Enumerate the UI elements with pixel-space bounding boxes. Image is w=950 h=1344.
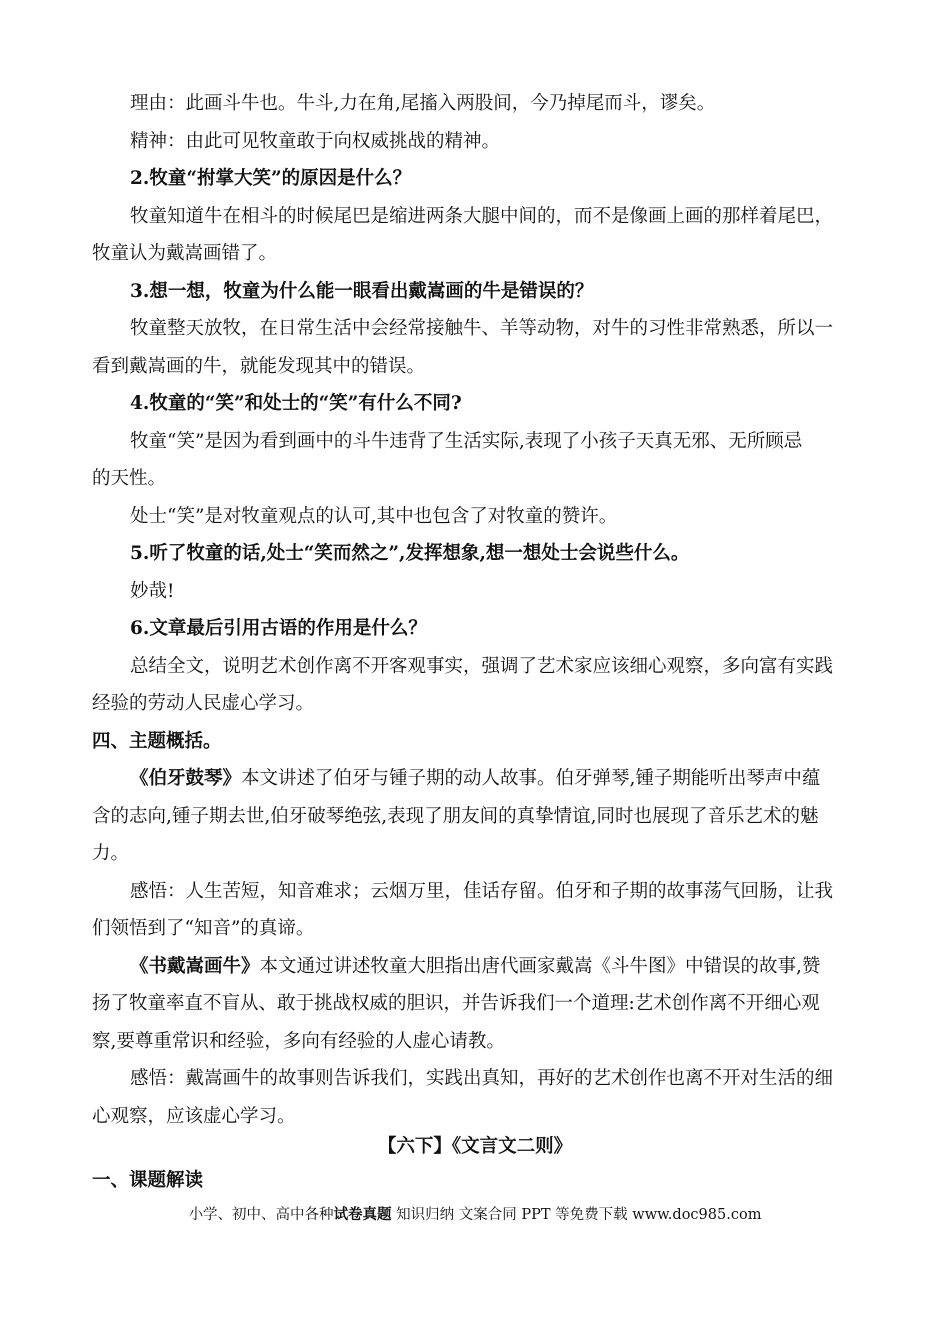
answer-5: 妙哉! bbox=[130, 581, 175, 602]
dai-insight-line-1: 感悟：戴嵩画牛的故事则告诉我们，实践出真知，再好的艺术创作也离不开对生活的细 bbox=[130, 1068, 834, 1089]
boya-summary-text: 本文讲述了伯牙与锺子期的动人故事。伯牙弹琴,锺子期能听出琴声中蕴 bbox=[241, 768, 821, 789]
footer bbox=[0, 1204, 950, 1226]
answer-6-line-1: 总结全文，说明艺术创作离不开客观事实，强调了艺术家应该细心观察，多向富有实践 bbox=[130, 656, 834, 677]
footer-text-1: 小学、初中、高中各种 bbox=[188, 1207, 334, 1223]
dai-summary-line-1 bbox=[130, 954, 820, 980]
section-4-heading: 四、主题概括。 bbox=[92, 731, 222, 752]
footer-link[interactable]: www.doc985.com bbox=[627, 1207, 762, 1223]
dai-title: 《书戴嵩画牛》 bbox=[130, 956, 260, 977]
lesson-heading: 【六下】《文言文二则》 bbox=[377, 1136, 573, 1157]
answer-2-line-1: 牧童知道牛在相斗的时候尾巴是缩进两条大腿中间的，而不是像画上画的那样着尾巴， bbox=[130, 206, 834, 227]
answer-2-line-2: 牧童认为戴嵩画错了。 bbox=[92, 243, 278, 264]
footer-text-4: 文案合同 PPT 等免费下载 bbox=[458, 1207, 628, 1223]
boya-summary-line-2: 含的志向,锺子期去世,伯牙破琴绝弦,表现了朋友间的真挚情谊,同时也展现了音乐艺术的魅 bbox=[92, 806, 819, 827]
footer-text-3: 知识归纳 bbox=[391, 1207, 459, 1223]
boya-summary-line-1 bbox=[130, 766, 820, 792]
boya-summary-line-3: 力。 bbox=[92, 843, 130, 864]
dai-summary-line-3: 察,要尊重常识和经验，多向有经验的人虚心请教。 bbox=[92, 1031, 505, 1052]
answer-3-line-1: 牧童整天放牧，在日常生活中会经常接触牛、羊等动物，对牛的习性非常熟悉，所以一 bbox=[130, 318, 834, 339]
boya-insight-line-1: 感悟：人生苦短，知音难求；云烟万里，佳话存留。伯牙和子期的故事荡气回肠，让我 bbox=[130, 881, 834, 902]
question-5: 5.听了牧童的话,处士“笑而然之”,发挥想象,想一想处士会说些什么。 bbox=[130, 543, 690, 564]
reason-line: 理由：此画斗牛也。牛斗,力在角,尾搐入两股间，今乃掉尾而斗，谬矣。 bbox=[130, 93, 716, 114]
dai-insight-line-2: 心观察，应该虚心学习。 bbox=[92, 1106, 296, 1127]
spirit-line: 精神：由此可见牧童敢于向权威挑战的精神。 bbox=[130, 131, 501, 152]
footer-text-2: 试卷真题 bbox=[333, 1206, 392, 1223]
boya-insight-line-2: 们领悟到了“知音”的真谛。 bbox=[92, 918, 315, 939]
dai-summary-line-2: 扬了牧童率直不盲从、敢于挑战权威的胆识，并告诉我们一个道理:艺术创作离不开细心观 bbox=[92, 993, 820, 1014]
question-3: 3.想一想，牧童为什么能一眼看出戴嵩画的牛是错误的？ bbox=[130, 281, 594, 302]
answer-6-line-2: 经验的劳动人民虚心学习。 bbox=[92, 693, 315, 714]
boya-title: 《伯牙鼓琴》 bbox=[130, 768, 242, 789]
question-4: 4.牧童的“笑”和处士的“笑”有什么不同? bbox=[130, 393, 462, 414]
dai-summary-text: 本文通过讲述牧童大胆指出唐代画家戴嵩《斗牛图》中错误的故事,赞 bbox=[259, 956, 821, 977]
question-2: 2.牧童“拊掌大笑”的原因是什么？ bbox=[130, 168, 412, 189]
answer-4-line-1: 牧童“笑”是因为看到画中的斗牛违背了生活实际,表现了小孩子天真无邪、无所顾忌 bbox=[130, 431, 803, 452]
question-6: 6.文章最后引用古语的作用是什么？ bbox=[130, 618, 427, 639]
answer-3-line-2: 看到戴嵩画的牛，就能发现其中的错误。 bbox=[92, 356, 426, 377]
section-1-heading: 一、课题解读 bbox=[92, 1170, 204, 1191]
answer-4-line-2: 的天性。 bbox=[92, 468, 167, 489]
answer-4-line-3: 处士“笑”是对牧童观点的认可,其中也包含了对牧童的赞许。 bbox=[130, 506, 618, 527]
